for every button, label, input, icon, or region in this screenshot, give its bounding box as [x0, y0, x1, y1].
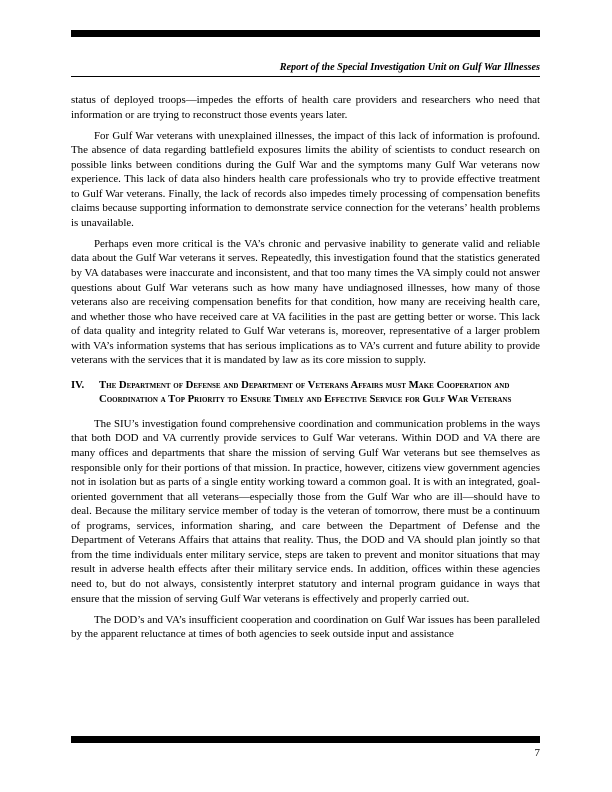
body-paragraph-dod-va-cooperation: The DOD’s and VA’s insufficient cooperation and coordination on Gulf War issues has been paralleled by the apparent reluctance at times of both agencies to seek outside input and assistance [71, 613, 540, 641]
body-paragraph-lack-of-information: For Gulf War veterans with unexplained illnesses, the impact of this lack of information is profound. The absence of data regarding battlefield exposures limits the ability of scientists to conduct research on possible links between conditions during the Gulf War and the symptoms many Gulf War veterans now experience. This lack of data also hinders health care professionals who try to provide effective treatment to Gulf War veterans. Finally, the lack of records also impedes timely processing of compensation benefits claims because supporting information to demonstrate service connection for the veterans’ health problems is unavailable. [71, 129, 540, 229]
section-heading-iv [71, 378, 540, 407]
top-rule-bar [71, 30, 540, 37]
section-heading-text: The Department of Defense and Department of Veterans Affairs must Make Cooperation and Coordination a Top Priority to Ensure Timely and Effective Service for Gulf War Veterans [99, 378, 512, 406]
body-paragraph-continuation: status of deployed troops—impedes the efforts of health care providers and researchers who need that information or are trying to reconstruct those events years later. [71, 94, 540, 121]
page-number: 7 [534, 747, 540, 759]
running-header-title: Report of the Special Investigation Unit on Gulf War Illnesses [71, 62, 540, 77]
page-body [71, 93, 540, 648]
body-paragraph-va-data-quality: Perhaps even more critical is the VA’s chronic and pervasive inability to generate valid and reliable data about the Gulf War veterans it serves. Repeatedly, this investigation found that the statistics generated by VA databases were inaccurate and inconsistent, and that too many times the VA simply could not answer questions about Gulf War veterans such as how many have undiagnosed illnesses, how many of those veterans also are receiving compensation benefits for that condition, how many are receiving health care, and whether those who have received care at VA facilities in the past are getting better or worse. This lack of data quality and integrity related to Gulf War veterans is, moreover, representative of a larger problem with VA’s information systems that has serious implications as to VA’s current and future ability to provide veterans with the services that it is mandated by law as its core mission to supply. [71, 237, 540, 367]
bottom-rule-bar [71, 736, 540, 743]
section-heading-number: IV. [71, 378, 85, 391]
body-paragraph-siu-findings: The SIU’s investigation found comprehensive coordination and communication problems in the ways that both DOD and VA currently provide services to Gulf War veterans. Within DOD and VA there are many offices and departments that share the mission of serving Gulf War veterans but see themselves as responsible only for their portions of that mission. In practice, however, citizens view government agencies not in isolation but as parts of a single entity working toward a common goal. It is with an integrated, goal-oriented government that all veterans—especially those from the Gulf War who are ill—should have to deal. Because the military service member of today is the veteran of tomorrow, there must be a continuum of programs, services, information sharing, and care between the Department of Defense and the Department of Veterans Affairs that attains that reality. Thus, the DOD and VA should plan jointly so that from the time individuals enter military service, steps are taken to prevent and monitor situations that may result in adverse health effects after their military service ends. In addition, offices within these agencies need to, but do not always, consistently interpret statutory and internal program guidance in ways that ensure that the mission of serving Gulf War veterans is effectively and properly carried out. [71, 417, 540, 605]
